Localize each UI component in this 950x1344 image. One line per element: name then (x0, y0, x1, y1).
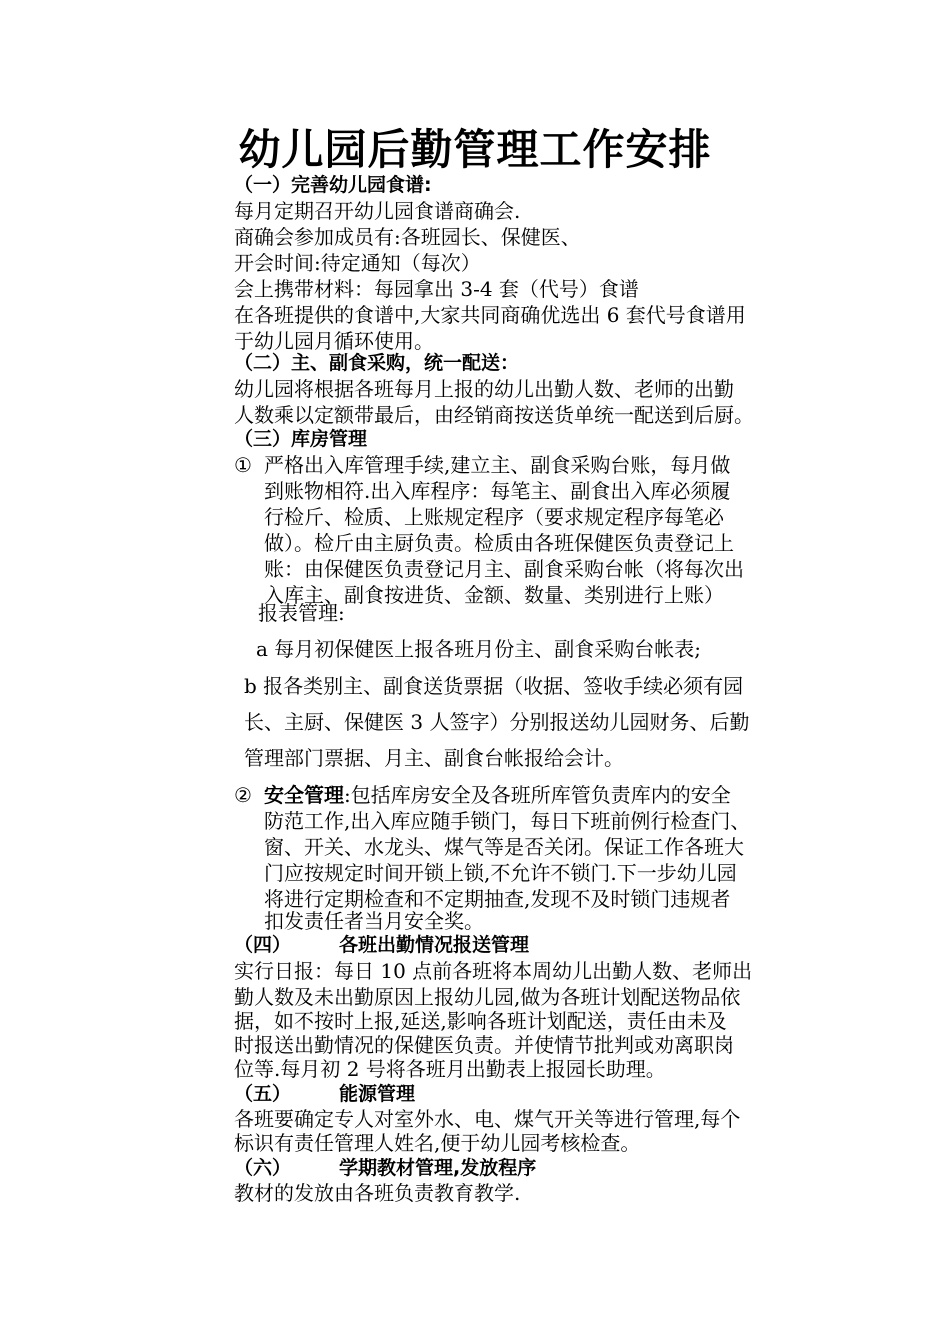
safety-management-label: 安全管理 (264, 783, 344, 807)
section-5-heading (234, 1081, 415, 1107)
section-4-title: 各班出勤情况报送管理 (339, 934, 530, 956)
section-4-line: 时报送出勤情况的保健医负责。并使情节批判或劝离职岗 (234, 1033, 734, 1057)
section-6-heading (234, 1155, 536, 1181)
item-2-first-line (264, 782, 731, 808)
report-item-b-line: b 报各类别主、副食送货票据（收据、签收手续必须有园 (244, 674, 744, 698)
section-1-line: 于幼儿园月循环使用。 (234, 329, 434, 353)
item-2-line: 将进行定期检查和不定期抽查,发现不及时锁门违规者 (264, 887, 731, 911)
item-2-marker: ② (234, 783, 252, 807)
section-5-line: 标识有责任管理人姓名,便于幼儿园考核检查。 (234, 1131, 641, 1155)
item-2-line: 门应按规定时间开锁上锁,不允许不锁门.下一步幼儿园 (264, 861, 737, 885)
item-2-first-line-text: :包括库房安全及各班所库管负责库内的安全 (344, 783, 731, 807)
section-5-number: （五） (234, 1083, 292, 1105)
section-4-line: 勤人数及未出勤原因上报幼儿园,做为各班计划配送物品依 (234, 985, 741, 1009)
report-item-b-line: 管理部门票据、月主、副食台帐报给会计。 (244, 746, 624, 770)
item-1-line: 账：由保健医负责登记月主、副食采购台帐（将每次出 (264, 557, 744, 581)
section-4-heading (234, 932, 529, 958)
section-4-line: 据，如不按时上报,延送,影响各班计划配送，责任由未及 (234, 1009, 727, 1033)
section-5-line: 各班要确定专人对室外水、电、煤气开关等进行管理,每个 (234, 1107, 741, 1131)
item-1-marker: ① (234, 453, 252, 477)
section-1-line: 在各班提供的食谱中,大家共同商确优选出 6 套代号食谱用 (234, 303, 746, 327)
section-3-heading: （三）库房管理 (234, 428, 368, 450)
item-2-line: 扣发责任者当月安全奖。 (264, 909, 484, 933)
section-6-number: （六） (234, 1157, 292, 1179)
section-4-line: 位等.每月初 2 号将各班月出勤表上报园长助理。 (234, 1057, 666, 1081)
section-2-line: 幼儿园将根据各班每月上报的幼儿出勤人数、老师的出勤 (234, 377, 734, 401)
item-2-line: 防范工作,出入库应随手锁门，每日下班前例行检查门、 (264, 809, 751, 833)
section-1-line: 会上携带材料：每园拿出 3-4 套（代号）食谱 (234, 277, 639, 301)
item-1-line: 严格出入库管理手续,建立主、副食采购台账，每月做 (264, 453, 731, 477)
section-2-line: 人数乘以定额带最后，由经销商按送货单统一配送到后厨。 (234, 403, 754, 427)
item-1-line: 行检斤、检质、上账规定程序（要求规定程序每笔必 (264, 505, 724, 529)
item-2-line: 窗、开关、水龙头、煤气等是否关闭。保证工作各班大 (264, 835, 744, 859)
document-title: 幼儿园后勤管理工作安排 (238, 125, 712, 174)
section-1-line: 每月定期召开幼儿园食谱商确会. (234, 199, 521, 223)
item-1-line: 做）。检斤由主厨负责。检质由各班保健医负责登记上 (264, 531, 734, 555)
item-1-line: 到账物相符.出入库程序：每笔主、副食出入库必须履 (264, 479, 731, 503)
section-6-line: 教材的发放由各班负责教育教学. (234, 1181, 521, 1205)
section-5-title: 能源管理 (339, 1083, 416, 1105)
report-item-b-line: 长、主厨、保健医 3 人签字）分别报送幼儿园财务、后勤 (244, 710, 750, 734)
report-management-label: 报表管理: (258, 601, 345, 625)
section-1-line: 开会时间:待定通知（每次） (234, 251, 481, 275)
report-item-a: a 每月初保健医上报各班月份主、副食采购台帐表; (256, 637, 702, 661)
section-4-line: 实行日报：每日 10 点前各班将本周幼儿出勤人数、老师出 (234, 959, 753, 983)
section-1-line: 商确会参加成员有:各班园长、保健医、 (234, 225, 581, 249)
section-1-heading: （一）完善幼儿园食谱: (234, 174, 432, 196)
section-6-title: 学期教材管理,发放程序 (339, 1157, 537, 1179)
section-2-heading: （二）主、副食采购，统一配送： (234, 352, 520, 374)
item-1-line: 入库主、副食按进货、金额、数量、类别进行上账） (264, 583, 724, 607)
section-4-number: （四） (234, 934, 292, 956)
